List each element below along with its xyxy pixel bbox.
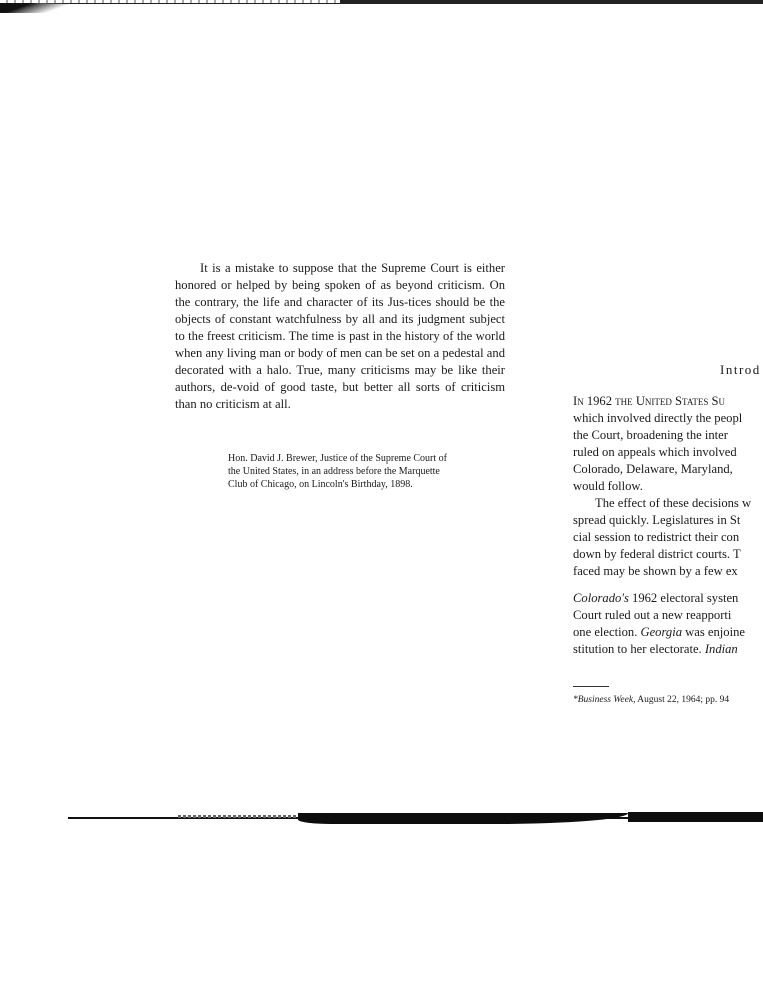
italic-state-name: Indian [704, 642, 738, 656]
scan-corner-shadow [0, 3, 78, 13]
footnote [573, 695, 729, 705]
body-line: spread quickly. Legislatures in St [573, 513, 741, 527]
footnote-detail: August 22, 1964; pp. 94 [635, 695, 730, 705]
body-line [573, 590, 738, 607]
lead-in-smallcaps: In 1962 the United States Su [573, 394, 725, 408]
italic-state-name: Georgia [640, 625, 683, 639]
body-text: 1962 electoral systen [628, 591, 739, 605]
epigraph-line: tices should be the objects of constant watchfulness by all [175, 295, 506, 326]
epigraph-line: halo. True, many criticisms may be like their authors, de- [175, 363, 505, 394]
body-line: faced may be shown by a few ex [573, 564, 738, 578]
attribution-line: the United States, in an address before the Marquette [228, 466, 440, 477]
epigraph-line: is past in the history of the world when any living man or [175, 329, 505, 360]
epigraph-quote [175, 260, 505, 413]
facing-page-fragment [573, 0, 763, 990]
body-line: ruled on appeals which involved [573, 445, 737, 459]
body-line [573, 393, 725, 410]
body-line [573, 641, 738, 658]
body-line: cial session to redistrict their con [573, 530, 740, 544]
body-line: down by federal district courts. T [573, 547, 741, 561]
footnote-rule [573, 686, 609, 687]
body-line: which involved directly the peopl [573, 411, 743, 425]
epigraph-line: body of men can be set on a pedestal and decorated with a [175, 346, 505, 377]
attribution-line: Hon. David J. Brewer, Justice of the Supreme Court of [228, 453, 447, 464]
body-line: the Court, broadening the inter [573, 428, 728, 442]
body-text: was enjoine [682, 625, 745, 639]
italic-state-name: Colorado's [573, 591, 629, 605]
epigraph-line: void of good taste, but better all sorts of criticism than no [175, 380, 506, 411]
scan-shadow-right [628, 812, 763, 822]
epigraph-line: criticism. On the contrary, the life and character of its Jus- [175, 278, 505, 309]
body-line [573, 624, 745, 641]
epigraph-line: either honored or helped by being spoken of as beyond [175, 261, 505, 292]
body-text: stitution to her electorate. [573, 642, 705, 656]
epigraph-line: It is a mistake to suppose that the Supreme Court is [200, 261, 472, 275]
epigraph-attribution [228, 452, 506, 491]
body-line: Colorado, Delaware, Maryland, [573, 462, 733, 476]
epigraph-line: criticism at all. [215, 397, 291, 411]
chapter-heading: Introd [720, 362, 761, 377]
footnote-source: *Business Week, [573, 695, 636, 705]
attribution-line: Club of Chicago, on Lincoln's Birthday, 1898. [228, 479, 413, 490]
scan-shadow [298, 813, 628, 824]
body-line: The effect of these decisions w [595, 496, 752, 510]
epigraph-line: and its judgment subject to the freest criticism. The time [175, 312, 505, 343]
body-line: would follow. [573, 479, 643, 493]
body-text: one election. [573, 625, 641, 639]
body-line: Court ruled out a new reapporti [573, 608, 732, 622]
scan-edge-bottom [68, 812, 763, 824]
